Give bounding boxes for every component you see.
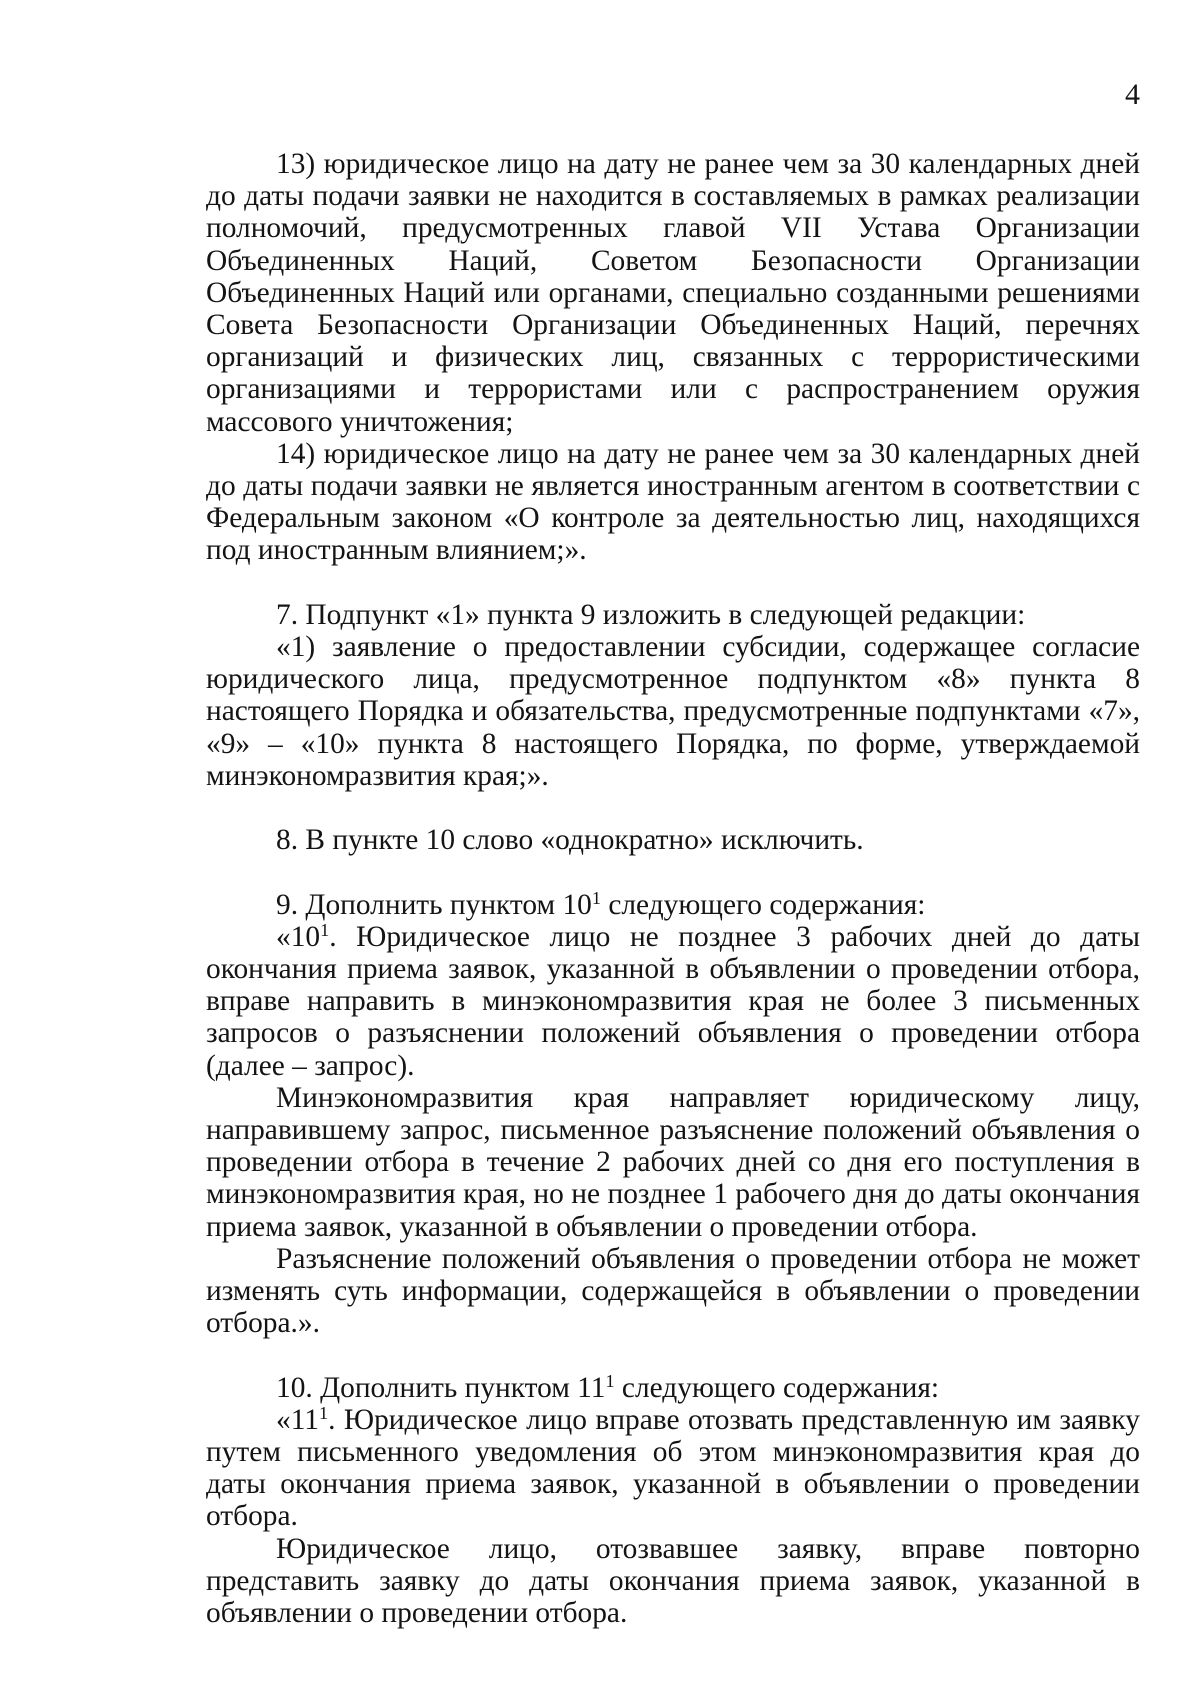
item-9-text-2: Минэкономразвития края направляет юридическому лицу, направившему запрос, письменное разъяснение положений объявления о проведении отбора в течение 2 рабочих дней со дня его поступления в минэкономразвития края, но не позднее 1 рабочего дня до даты окончания приема заявок, указанной в объявлении о проведении отбора. bbox=[206, 1081, 1140, 1243]
item-7-heading: 7. Подпункт «1» пункта 9 изложить в следующей редакции: bbox=[276, 598, 1026, 631]
clause-14: 14) юридическое лицо на дату не ранее чем за 30 календарных дней до даты подачи заявки не является иностранным агентом в соответствии с Федеральным законом «О контроле за деятельностью лиц, находящихся под иностранным влиянием;». bbox=[206, 437, 1140, 567]
item-9-text bbox=[206, 921, 1140, 1082]
item-7-text: «1) заявление о предоставлении субсидии, содержащее согласие юридического лица, предусмотренное подпунктом «8» пункта 8 настоящего Порядка и обязательства, предусмотренные подпунктами «7», «9» – «10» пункта 8 настоящего Порядка, по форме, утверждаемой минэкономразвития края;». bbox=[206, 631, 1140, 792]
item-10-heading-end: следующего содержания: bbox=[614, 1371, 940, 1404]
superscript: 1 bbox=[591, 887, 601, 908]
item-9-heading-start: 9. Дополнить пунктом 10 bbox=[276, 888, 592, 921]
item-10-text-2: Юридическое лицо, отозвавшее заявку, вправе повторно представить заявку до даты окончания приема заявок, указанной в объявлении о проведении отбора. bbox=[206, 1532, 1140, 1630]
item-10-text-end: . Юридическое лицо вправе отозвать представленную им заявку путем письменного уведомления об этом минэкономразвития края до даты окончания приема заявок, указанной в объявлении о проведении отбора. bbox=[206, 1403, 1140, 1533]
clause-13: 13) юридическое лицо на дату не ранее чем за 30 календарных дней до даты подачи заявки не находится в составляемых в рамках реализации полномочий, предусмотренных главой VII Устава Организации Объединенных Наций, Советом Безопасности Организации Объединенных Наций или органами, специально созданными решениями Совета Безопасности Организации Объединенных Наций, перечнях организаций и физических лиц, связанных с террористическими организациями и террористами или с распространением оружия массового уничтожения; bbox=[206, 148, 1140, 438]
item-10-text-start: «11 bbox=[276, 1403, 319, 1436]
item-10-heading-start: 10. Дополнить пунктом 11 bbox=[276, 1371, 606, 1404]
item-9-text-3: Разъяснение положений объявления о проведении отбора не может изменять суть информации, содержащейся в объявлении о проведении отбора.». bbox=[206, 1242, 1140, 1340]
item-9-heading bbox=[206, 889, 1140, 921]
item-10-heading bbox=[206, 1372, 1140, 1404]
item-8-text: 8. В пункте 10 слово «однократно» исключить. bbox=[276, 824, 864, 857]
superscript: 1 bbox=[605, 1370, 615, 1391]
page-number: 4 bbox=[1125, 78, 1140, 111]
item-9-text-start: «10 bbox=[276, 920, 321, 953]
item-9-text-end: . Юридическое лицо не позднее 3 рабочих дней до даты окончания приема заявок, указанной в объявлении о проведении отбора, вправе направить в минэкономразвития края не более 3 письменных запросов о разъяснении положений объявления о проведении отбора (далее – запрос). bbox=[206, 920, 1140, 1082]
document-body bbox=[206, 148, 1140, 1629]
item-9-heading-end: следующего содержания: bbox=[600, 888, 926, 921]
superscript: 1 bbox=[319, 1402, 329, 1423]
superscript: 1 bbox=[320, 919, 330, 940]
item-10-text bbox=[206, 1404, 1140, 1533]
